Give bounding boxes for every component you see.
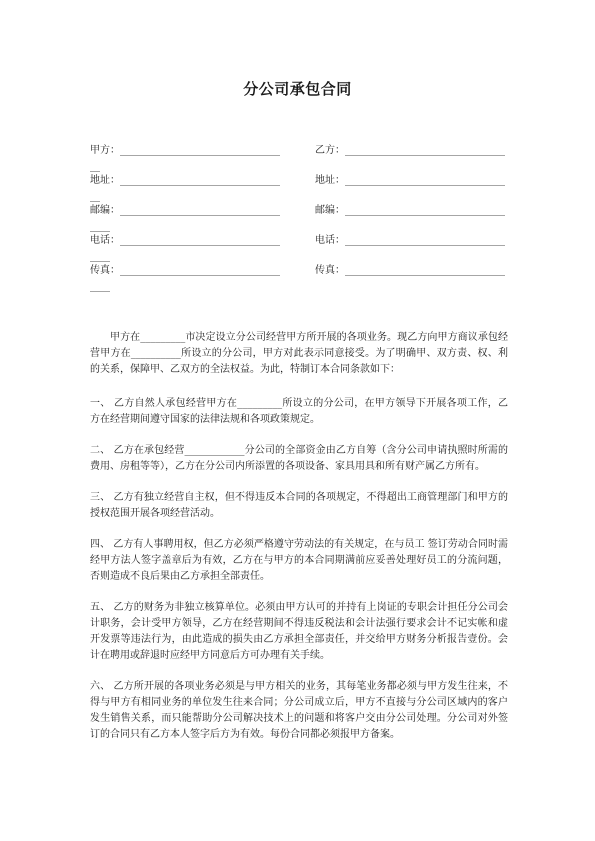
- clause-4: 四、 乙方有人事聘用权，但乙方必须严格遵守劳动法的有关规定，在与员工 签订劳动合同时需经甲方法人签字盖章后为有效，乙方在与甲方的本合同期满前应妥善处理好员工的分流问题，否则造成不良后果由乙方承担全部责任。: [90, 539, 508, 582]
- party-row-postcode: [90, 205, 510, 235]
- clause-5: 五、 乙方的财务为非独立核算单位。必须由甲方认可的并持有上岗证的专职会计担任分公司会计职务，会计受甲方领导，乙方在经营期间不得违反税法和会计法强行要求会计不记实帐和虚开发票等违法行为，由此造成的损失由乙方承担全部责任，并交给甲方财务分析报告壹份。会计在聘用或辞退时应经甲方同意后方可办理有关手续。: [90, 602, 508, 661]
- contract-title: 分公司承包合同: [243, 80, 352, 98]
- party-a-fax-field: 传真：________________________________: [90, 265, 280, 276]
- clause-6: 六、 乙方所开展的各项业务必须是与甲方相关的业务，其每笔业务都必须与甲方发生往来，不得与甲方有相同业务的单位发生往来合同；分公司成立后，甲方不直接与分公司区域内的客户发生销售关系，而只能帮助分公司解决技术上的问题和将客户交由分公司处理。分公司对外签订的合同只有乙方本人签字后方为有效。每份合同都必须报甲方备案。: [90, 681, 508, 740]
- intro-paragraph: 甲方在_________市决定设立分公司经营甲方所开展的各项业务。现乙方向甲方商议承包经营甲方在__________所设立的分公司，甲方对此表示同意接受。为了明确甲、双方责、权、利的关系，保障甲、乙双方的全法权益。为此，特制订本合同条款如下：: [90, 332, 508, 375]
- party-row-fax: [90, 265, 510, 295]
- party-row-phone: [90, 235, 510, 265]
- party-row-address: [90, 175, 510, 205]
- party-a-postcode-field: 邮编：________________________________: [90, 205, 280, 216]
- party-a-phone-field: 电话：________________________________: [90, 235, 280, 246]
- clause-3: 三、 乙方有独立经营自主权，但不得违反本合同的各项规定，不得超出工商管理部门和甲方的授权范围开展各项经营活动。: [90, 492, 508, 519]
- clause-2: 二、 乙方在承包经营____________分公司的全部资金由乙方自筹（含分公司申请执照时所需的费用、房租等等），乙方在分公司内所添置的各项设备、家具用具和所有财产属乙方所有。: [90, 445, 508, 472]
- party-b-address-field: 地址：________________________________: [315, 175, 505, 186]
- row-tail-line: __: [90, 161, 100, 172]
- party-b-phone-field: 电话：________________________________: [315, 235, 505, 246]
- row-tail-line: ____: [90, 281, 110, 292]
- party-a-address-field: 地址：________________________________: [90, 175, 280, 186]
- clause-1: 一、 乙方自然人承包经营甲方在_________所设立的分公司，在甲方领导下开展各项工作，乙方在经营期间遵守国家的法律法规和各项政策规定。: [90, 398, 508, 425]
- party-b-fax-field: 传真：________________________________: [315, 265, 505, 276]
- party-b-field: 乙方：________________________________: [315, 145, 505, 156]
- party-row-party-a: [90, 145, 510, 175]
- contract-body: [90, 330, 508, 758]
- row-tail-line: __: [90, 191, 100, 202]
- party-b-postcode-field: 邮编：________________________________: [315, 205, 505, 216]
- row-tail-line: ____: [90, 251, 110, 262]
- row-tail-line: ____: [90, 221, 110, 232]
- party-a-field: 甲方：________________________________: [90, 145, 280, 156]
- party-info-section: [90, 145, 510, 295]
